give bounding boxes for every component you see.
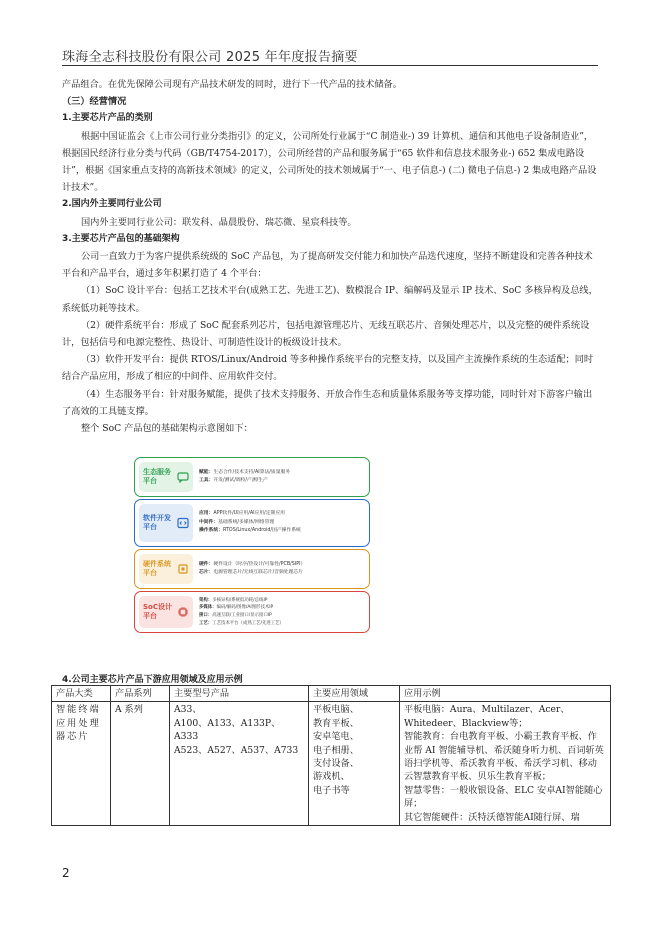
cell-models — [170, 702, 309, 826]
header-category: 产品大类 — [52, 686, 111, 702]
header-models: 主要型号产品 — [170, 686, 309, 702]
table-header-row — [52, 686, 611, 702]
layer-label-line2: 平台 — [143, 477, 157, 485]
layer-label-line2: 平台 — [143, 523, 157, 531]
cell-series: A 系列 — [111, 702, 170, 826]
heading-product-category: 1.主要芯片产品的类别 — [62, 113, 153, 124]
layer-soc-design — [134, 591, 370, 633]
cell-examples — [400, 702, 611, 826]
paragraph-hardware-platform: （2）硬件系统平台：形成了 SoC 配套系列芯片，包括电源管理芯片、无线互联芯片、音频处理芯片，以及完整的硬件系统设计，包括信号和电源完整性、热设计、可制造性设计的板级设计技术。 — [62, 319, 590, 349]
layer-hardware-system — [134, 549, 370, 589]
code-icon — [177, 517, 189, 529]
field-line: 游戏机、 — [313, 771, 350, 783]
header-series: 产品系列 — [111, 686, 170, 702]
layer-rows — [199, 500, 301, 546]
example-line: 智能教育：台电教育平板、小霸王教育平板、作业帮 AI 智能辅导机、希沃随身听力机、百词斩英语扫学机等、希沃教育平板、希沃学习机、移动云智慧教育平板、贝乐生教育平板； — [404, 731, 604, 783]
application-table — [51, 685, 611, 826]
layer-ecosystem-service — [134, 457, 370, 497]
page-number: 2 — [62, 866, 70, 880]
heading-architecture: 3.主要芯片产品包的基础架构 — [62, 233, 180, 244]
table-title: 4.公司主要芯片产品下游应用领域及应用示例 — [62, 675, 243, 685]
field-line: 平板电脑、 — [313, 704, 359, 716]
body-text — [62, 76, 598, 437]
layer-row: 赋能：生态合作/技术支持/AI算法/质量服务 — [199, 469, 291, 475]
field-line: 支付设备、 — [313, 758, 359, 770]
layer-row: 中间件：基础系统/多媒体/网络管理 — [199, 519, 275, 525]
layer-label — [139, 596, 193, 628]
layer-row: 架构：多核异构/系统低功耗/总线IP — [199, 597, 268, 603]
layer-row: 接口：高速互联/工业接口/显示接口IP — [199, 613, 272, 618]
intro-line: 产品组合。在优先保障公司现有产品技术研发的同时，进行下一代产品的技术储备。 — [62, 79, 402, 90]
soc-architecture-diagram — [134, 453, 374, 633]
board-icon — [177, 563, 189, 575]
paragraph-ecosystem-platform: （4）生态服务平台：针对服务赋能，提供了技术支持服务、开放合作生态和质量体系服务等支撑功能，同时针对下游客户输出了高效的工具链支撑。 — [62, 388, 593, 417]
layer-row: 工具：开发/测试/调校/产测/生产 — [199, 478, 268, 483]
paragraph-industry: 根据中国证监会《上市公司行业分类指引》的定义，公司所处行业属于“C 制造业-) 39 计算机、通信和其他电子设备制造业”，根据国民经济行业分类与代码（GB/T4754-2017），公司所经营的产品和服务属于“65 软件和信息技术服务业-) 652 集成电路设计”，根据《国家重点支持的高新技术领域》的定义，公司所处的技术领域属于“一、电子信息-) (二) 微电子信息-) 2 集成电路产品设计技术”。 — [62, 130, 597, 194]
layer-label — [139, 504, 193, 542]
cell-category: 智能终端应用处理器芯片 — [52, 702, 111, 826]
layer-label-line1: 软件开发 — [143, 514, 171, 522]
layer-label — [139, 554, 193, 584]
header-examples: 应用示例 — [400, 686, 611, 702]
layer-label — [139, 462, 193, 492]
layer-row: 硬件：硬件设计（时序/热设计/可靠性/PCB/SIPI） — [199, 561, 306, 567]
layer-label-line1: 生态服务 — [143, 468, 171, 476]
paragraph-architecture: 公司一直致力于为客户提供系统级的 SoC 产品包，为了提高研发交付能力和加快产品迭代速度，坚持不断建设和完善各种技术平台和产品平台，通过多年积累打造了 4 个平台： — [62, 251, 593, 280]
field-line: 安卓笔电、 — [313, 731, 359, 743]
layer-row: 应用：APP软件/UI应用/AI应用/定制应用 — [199, 511, 285, 517]
layer-rows — [199, 592, 284, 632]
table-row — [52, 702, 611, 826]
layer-label-line1: 硬件系统 — [143, 560, 171, 568]
report-header: 珠海全志科技股份有限公司 2025 年年度报告摘要 — [62, 50, 358, 65]
field-line: 电子相册、 — [313, 744, 359, 756]
model-line: A100、A133、A133P、A333 — [174, 717, 281, 743]
layer-label-line2: 平台 — [143, 569, 157, 577]
layer-row: 操作系统：RTOS/Linux/Android/国产操作系统 — [199, 528, 301, 534]
layer-label-line1: SoC设计 — [143, 603, 172, 611]
header-fields: 主要应用领域 — [309, 686, 400, 702]
paragraph-software-platform: （3）软件开发平台：提供 RTOS/Linux/Android 等多种操作系统平台的完整支持，以及国产主流操作系统的生态适配；同时结合产品应用，形成了相应的中间件、应用软件交付。 — [62, 354, 594, 383]
example-line: 其它智能硬件：沃特沃德智能AI随行屏、瑞 — [404, 811, 580, 823]
model-line: A33、 — [174, 704, 202, 716]
layer-row: 工艺：工艺技术平台（成熟工艺/先进工艺） — [199, 620, 284, 626]
paragraph-peers: 国内外主要同行业公司：联发科、晶晨股份、瑞芯微、星宸科技等。 — [81, 216, 357, 228]
cell-fields — [309, 702, 400, 826]
heading-peers: 2.国内外主要同行业公司 — [62, 199, 162, 210]
chat-icon — [177, 471, 189, 483]
layer-row: 芯片：电源管理芯片/无线互联芯片/音频处理芯片 — [199, 570, 303, 575]
section-title: （三）经营情况 — [62, 96, 127, 108]
example-line: 平板电脑：Aura、Multilazer、Acer、Whitedeer、Blackview等； — [404, 704, 570, 729]
header-divider — [62, 65, 598, 66]
field-line: 电子书等 — [313, 784, 350, 796]
layer-label-line2: 平台 — [143, 612, 157, 620]
example-line: 智慧零售：一般收银设备、ELC 安卓AI智能随心屏； — [404, 784, 603, 810]
paragraph-soc-platform: （1）SoC 设计平台：包括工艺技术平台(成熟工艺、先进工艺)、数模混合 IP、编解码及显示 IP 技术、SoC 多核异构及总线，系统低功耗等技术。 — [62, 285, 598, 314]
field-line: 教育平板、 — [313, 717, 359, 729]
layer-software-development — [134, 499, 370, 547]
layer-row: 多媒体：编码/解码/图像/AI图形技术IP — [199, 605, 274, 611]
layer-rows — [199, 458, 290, 496]
layer-rows — [199, 550, 305, 588]
model-line: A523、A527、A537、A733 — [174, 744, 299, 756]
paragraph-diagram-intro: 整个 SoC 产品包的基础架构示意图如下： — [81, 423, 253, 435]
chip-icon — [177, 606, 189, 618]
